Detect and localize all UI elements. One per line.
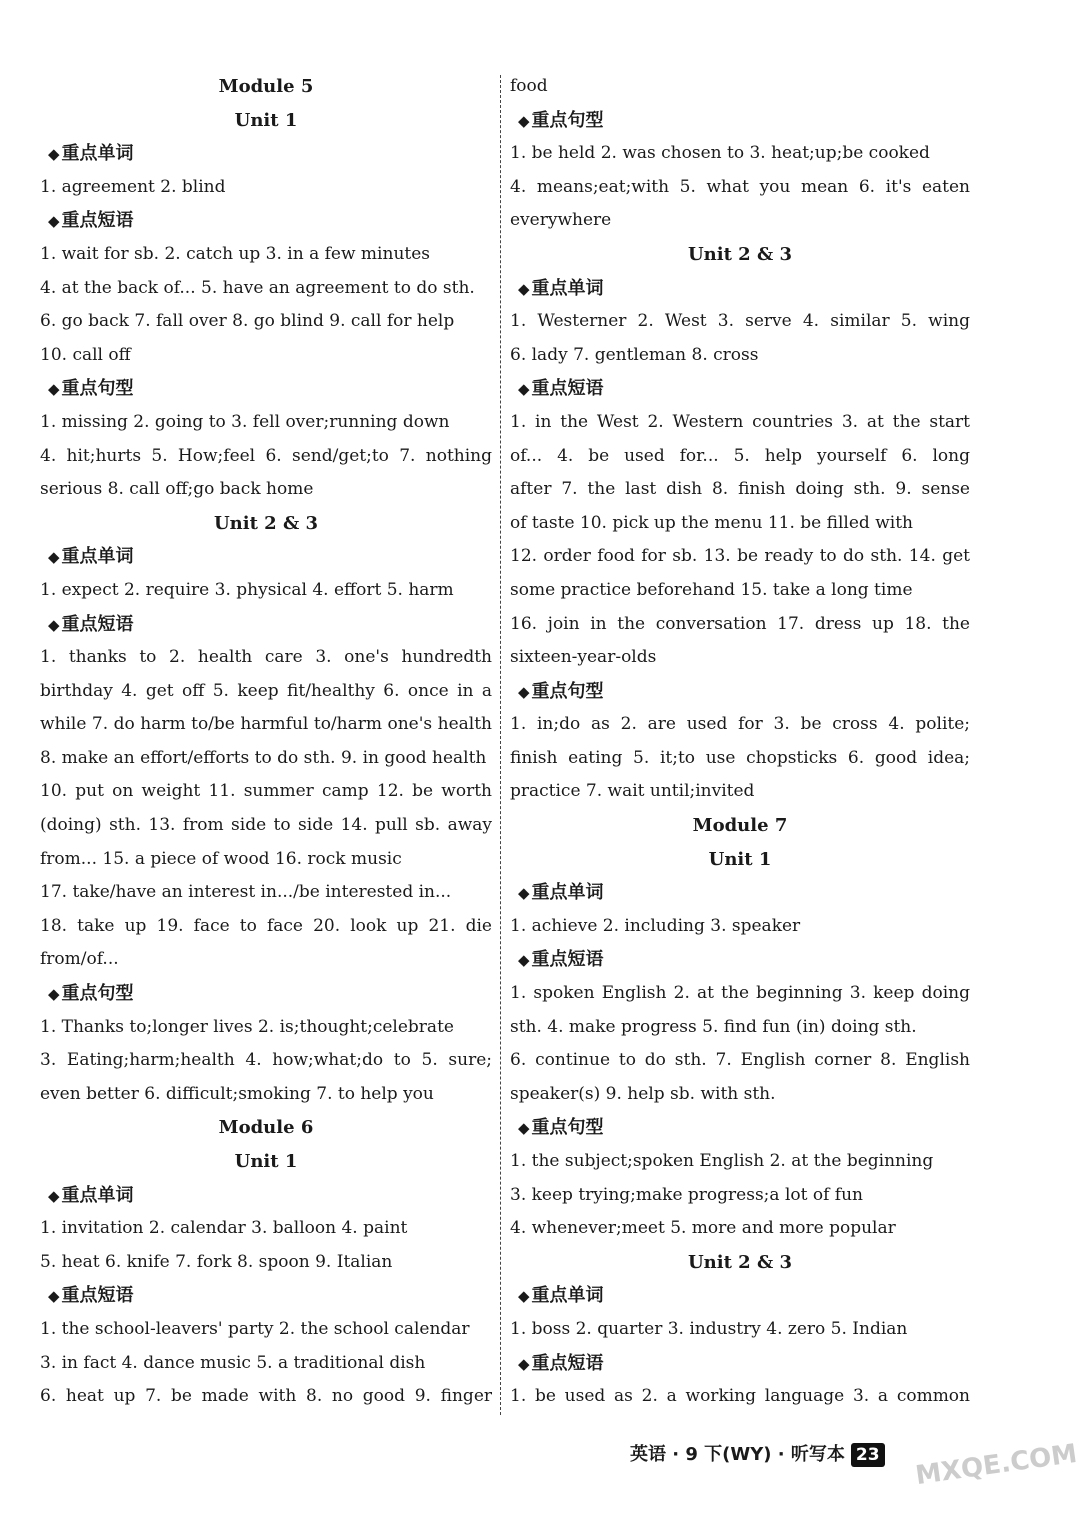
answer-line: 1. in;do as 2. are used for 3. be cross 4. polite; xyxy=(510,714,970,735)
answer-line: 1. invitation 2. calendar 3. balloon 4. paint xyxy=(40,1218,408,1239)
page-footer xyxy=(630,1438,885,1472)
subsection-text: 重点单词 xyxy=(61,546,134,568)
subsection-text: 重点单词 xyxy=(61,143,134,165)
diamond-icon: ◆ xyxy=(518,1119,530,1138)
answer-line: sixteen-year-olds xyxy=(510,647,657,668)
diamond-icon: ◆ xyxy=(518,1354,530,1373)
answer-line: 12. order food for sb. 13. be ready to do sth. 14. get xyxy=(510,546,970,567)
answer-line: 1. spoken English 2. at the beginning 3. keep doing xyxy=(510,983,970,1004)
answer-line: 1. Thanks to;longer lives 2. is;thought;celebrate xyxy=(40,1016,454,1037)
answer-line: from/of... xyxy=(40,949,119,970)
section-heading: Module 6 xyxy=(218,1117,314,1139)
diamond-icon: ◆ xyxy=(48,548,60,567)
answer-line: 6. heat up 7. be made with 8. no good 9. finger xyxy=(40,1386,492,1407)
subsection-label xyxy=(510,1111,970,1145)
diamond-icon: ◆ xyxy=(48,212,60,231)
answer-line: finish eating 5. it;to use chopsticks 6. good idea; xyxy=(510,747,970,768)
answer-line: 1. achieve 2. including 3. speaker xyxy=(510,915,801,936)
diamond-icon: ◆ xyxy=(48,1287,60,1306)
answer-line: food xyxy=(510,76,548,96)
answer-line: 18. take up 19. face to face 20. look up 21. die xyxy=(40,915,492,936)
answer-line: 1. the school-leavers' party 2. the school calendar xyxy=(40,1318,470,1339)
subsection-text: 重点短语 xyxy=(61,1285,134,1307)
answer-line: 6. lady 7. gentleman 8. cross xyxy=(510,344,759,365)
column-divider xyxy=(500,75,501,1415)
answer-line: 1. boss 2. quarter 3. industry 4. zero 5. Indian xyxy=(510,1318,908,1339)
diamond-icon: ◆ xyxy=(48,380,60,399)
subsection-label xyxy=(40,608,492,642)
answer-line: 1. be held 2. was chosen to 3. heat;up;be cooked xyxy=(510,143,930,164)
subsection-label xyxy=(510,104,970,138)
answer-line: 1. in the West 2. Western countries 3. at the start xyxy=(510,411,970,432)
section-heading: Module 5 xyxy=(218,76,314,97)
section-heading: Unit 1 xyxy=(708,848,772,870)
answer-line: practice 7. wait until;invited xyxy=(510,781,755,802)
answer-line: everywhere xyxy=(510,210,612,231)
answer-line: serious 8. call off;go back home xyxy=(40,479,314,500)
diamond-icon: ◆ xyxy=(518,682,530,701)
subsection-label xyxy=(510,1279,970,1313)
answer-line: 3. in fact 4. dance music 5. a traditional dish xyxy=(40,1352,426,1373)
page-number: 23 xyxy=(851,1443,885,1467)
subsection-text: 重点短语 xyxy=(531,949,604,971)
subsection-text: 重点句型 xyxy=(61,983,134,1005)
answer-line: some practice beforehand 15. take a long time xyxy=(510,579,913,600)
answer-line: of taste 10. pick up the menu 11. be filled with xyxy=(510,512,913,533)
section-heading: Unit 2 & 3 xyxy=(687,243,793,265)
subsection-label xyxy=(40,372,492,406)
footer-label: 英语 · 9 下(WY) · 听写本 xyxy=(630,1444,845,1465)
diamond-icon: ◆ xyxy=(518,1287,530,1306)
answer-line: 3. keep trying;make progress;a lot of fun xyxy=(510,1184,863,1205)
answer-line: while 7. do harm to/be harmful to/harm one's health xyxy=(40,714,492,735)
answer-line: 6. continue to do sth. 7. English corner 8. English xyxy=(510,1050,970,1071)
answer-line: from... 15. a piece of wood 16. rock music xyxy=(40,848,402,869)
section-heading: Unit 1 xyxy=(234,1151,298,1172)
left-column xyxy=(40,70,492,1414)
diamond-icon: ◆ xyxy=(518,111,530,130)
answer-line: 1. wait for sb. 2. catch up 3. in a few minutes xyxy=(40,243,431,264)
diamond-icon: ◆ xyxy=(48,615,60,634)
subsection-label xyxy=(40,204,492,238)
subsection-label xyxy=(40,1179,492,1213)
subsection-label xyxy=(510,1347,970,1381)
diamond-icon: ◆ xyxy=(518,380,530,399)
answer-line: 1. agreement 2. blind xyxy=(40,176,226,197)
subsection-label xyxy=(40,1279,492,1313)
answer-line: 4. means;eat;with 5. what you mean 6. it's eaten xyxy=(510,176,970,197)
diamond-icon: ◆ xyxy=(48,145,60,164)
subsection-text: 重点句型 xyxy=(531,109,604,131)
section-heading: Module 7 xyxy=(692,815,788,837)
answer-line: 1. thanks to 2. health care 3. one's hundredth xyxy=(40,647,492,668)
answer-line: 4. at the back of... 5. have an agreement to do sth. xyxy=(40,277,475,298)
subsection-text: 重点短语 xyxy=(531,378,604,400)
subsection-label xyxy=(510,943,970,977)
answer-line: 3. Eating;harm;health 4. how;what;do to 5. sure; xyxy=(40,1050,492,1071)
answer-line: 1. be used as 2. a working language 3. a common xyxy=(510,1386,970,1407)
answer-line: 1. the subject;spoken English 2. at the beginning xyxy=(510,1151,934,1171)
answer-line: sth. 4. make progress 5. find fun (in) doing sth. xyxy=(510,1016,917,1037)
subsection-text: 重点单词 xyxy=(531,277,604,299)
diamond-icon: ◆ xyxy=(48,985,60,1004)
answer-line: speaker(s) 9. help sb. with sth. xyxy=(510,1083,776,1104)
subsection-label xyxy=(40,977,492,1011)
answer-line: 16. join in the conversation 17. dress up 18. the xyxy=(510,613,970,634)
answer-line: 4. whenever;meet 5. more and more popular xyxy=(510,1218,896,1239)
answer-line: 10. call off xyxy=(40,344,131,365)
subsection-text: 重点单词 xyxy=(531,882,604,904)
answer-line: 5. heat 6. knife 7. fork 8. spoon 9. Italian xyxy=(40,1251,393,1272)
subsection-label xyxy=(40,137,492,171)
subsection-text: 重点短语 xyxy=(61,210,134,232)
answer-line: 1. expect 2. require 3. physical 4. effort 5. harm xyxy=(40,579,454,600)
answer-line: 6. go back 7. fall over 8. go blind 9. call for help xyxy=(40,311,455,332)
answer-line: of... 4. be used for... 5. help yourself 6. long xyxy=(510,445,970,466)
section-heading: Unit 2 & 3 xyxy=(213,512,319,534)
subsection-label xyxy=(510,272,970,306)
answer-line: even better 6. difficult;smoking 7. to help you xyxy=(40,1083,434,1104)
right-column xyxy=(510,70,970,1414)
answer-line: 1. Westerner 2. West 3. serve 4. similar 5. wing xyxy=(510,311,970,332)
subsection-text: 重点句型 xyxy=(531,1117,604,1139)
subsection-text: 重点句型 xyxy=(531,680,604,702)
subsection-text: 重点单词 xyxy=(531,1285,604,1307)
diamond-icon: ◆ xyxy=(48,1186,60,1205)
answer-line: 10. put on weight 11. summer camp 12. be worth xyxy=(40,781,492,802)
subsection-label xyxy=(510,372,970,406)
subsection-text: 重点短语 xyxy=(531,1352,604,1374)
subsection-text: 重点短语 xyxy=(61,613,134,635)
answer-line: 8. make an effort/efforts to do sth. 9. in good health xyxy=(40,747,487,768)
answer-line: birthday 4. get off 5. keep fit/healthy 6. once in a xyxy=(40,680,492,701)
subsection-label xyxy=(510,876,970,910)
answer-line: (doing) sth. 13. from side to side 14. pull sb. away xyxy=(40,815,492,836)
subsection-text: 重点单词 xyxy=(61,1184,134,1206)
subsection-label xyxy=(510,675,970,709)
subsection-label xyxy=(40,540,492,574)
diamond-icon: ◆ xyxy=(518,951,530,970)
answer-line: 1. missing 2. going to 3. fell over;running down xyxy=(40,411,450,432)
subsection-text: 重点句型 xyxy=(61,378,134,400)
section-heading: Unit 2 & 3 xyxy=(687,1251,793,1273)
diamond-icon: ◆ xyxy=(518,884,530,903)
diamond-icon: ◆ xyxy=(518,279,530,298)
section-heading: Unit 1 xyxy=(234,109,298,131)
answer-line: 17. take/have an interest in.../be interested in... xyxy=(40,882,452,903)
watermark: MXQE.COM xyxy=(913,1438,1079,1492)
answer-line: 4. hit;hurts 5. How;feel 6. send/get;to 7. nothing xyxy=(40,445,492,466)
answer-line: after 7. the last dish 8. finish doing sth. 9. sense xyxy=(510,479,970,500)
